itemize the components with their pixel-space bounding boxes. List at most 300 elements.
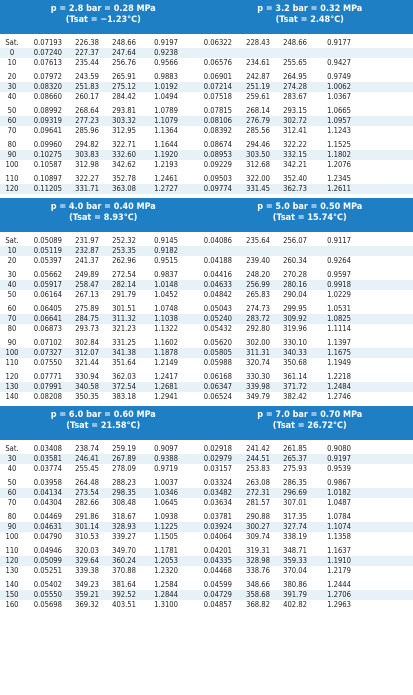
property-cell: 0.09774 — [203, 184, 232, 193]
property-cell: 0.07518 — [203, 92, 232, 101]
property-cell: 1.1802 — [327, 150, 351, 159]
temperature-cell: 0 — [9, 48, 15, 57]
temperature-cell: 50 — [7, 290, 17, 299]
property-cell: 0.9177 — [327, 38, 351, 47]
property-cell: 241.42 — [246, 444, 270, 453]
property-cell: 0.04188 — [203, 256, 232, 265]
property-cell: 0.10587 — [33, 160, 62, 169]
property-cell: 0.08953 — [203, 150, 232, 159]
property-cell: 293.73 — [75, 324, 99, 333]
property-cell: 0.03634 — [203, 498, 232, 507]
property-cell: 248.66 — [283, 38, 307, 47]
temperature-cell: 110 — [5, 358, 19, 367]
property-cell: 312.07 — [75, 348, 99, 357]
property-cell: 272.31 — [246, 488, 270, 497]
property-cell: 0.02918 — [203, 444, 232, 453]
property-cell: 0.06873 — [33, 324, 62, 333]
property-cell: 0.09503 — [203, 174, 232, 183]
temperature-cell: 150 — [5, 590, 19, 599]
property-cell: 0.06641 — [33, 314, 62, 323]
property-cell: 1.1920 — [154, 150, 178, 159]
property-cell: 278.09 — [112, 464, 136, 473]
table-row — [0, 556, 413, 566]
property-cell: 0.9749 — [327, 72, 351, 81]
table-row — [0, 546, 413, 556]
property-cell: 0.05550 — [33, 590, 62, 599]
property-cell: 294.82 — [75, 140, 99, 149]
property-cell: 0.9080 — [327, 444, 351, 453]
property-cell: 259.19 — [112, 444, 136, 453]
property-cell: 0.04631 — [33, 522, 62, 531]
property-cell: 1.2179 — [327, 566, 351, 575]
property-cell: 228.43 — [246, 38, 270, 47]
property-cell: 283.72 — [246, 314, 270, 323]
property-cell: 359.21 — [75, 590, 99, 599]
property-cell: 0.9837 — [154, 270, 178, 279]
property-cell: 272.54 — [112, 270, 136, 279]
property-cell: 331.71 — [75, 184, 99, 193]
property-cell: 291.86 — [75, 512, 99, 521]
property-cell: 227.37 — [75, 48, 99, 57]
property-cell: 0.08392 — [203, 126, 232, 135]
property-cell: 0.07613 — [33, 58, 62, 67]
property-cell: 0.9883 — [154, 72, 178, 81]
property-cell: 1.1074 — [327, 522, 351, 531]
temperature-cell: 50 — [7, 478, 17, 487]
property-cell: 301.51 — [112, 304, 136, 313]
property-cell: 0.07102 — [33, 338, 62, 347]
property-cell: 0.05917 — [33, 280, 62, 289]
property-cell: 360.24 — [112, 556, 136, 565]
property-cell: 0.06405 — [33, 304, 62, 313]
property-cell: 309.74 — [246, 532, 270, 541]
property-cell: 0.9145 — [154, 236, 178, 245]
property-cell: 1.0182 — [327, 488, 351, 497]
property-cell: 0.03958 — [33, 478, 62, 487]
table-row — [0, 48, 413, 58]
property-cell: 0.04304 — [33, 498, 62, 507]
property-cell: 234.61 — [246, 58, 270, 67]
temperature-cell: 80 — [7, 324, 17, 333]
table-row — [0, 358, 413, 368]
section-header — [0, 406, 413, 440]
property-cell: 332.60 — [112, 150, 136, 159]
property-cell: 311.32 — [112, 314, 136, 323]
property-cell — [178, 48, 232, 58]
property-cell: 0.04064 — [203, 532, 232, 541]
property-cell: 252.32 — [112, 236, 136, 245]
property-cell: 1.2444 — [327, 580, 351, 589]
property-cell: 332.15 — [283, 150, 307, 159]
property-cell: 298.35 — [112, 488, 136, 497]
property-cell: 1.2611 — [327, 184, 351, 193]
table-row — [0, 116, 413, 126]
property-cell: 352.78 — [112, 174, 136, 183]
property-cell: 284.75 — [75, 314, 99, 323]
property-cell: 275.12 — [112, 82, 136, 91]
property-cell: 285.96 — [75, 126, 99, 135]
property-cell: 0.05043 — [203, 304, 232, 313]
property-cell: 286.35 — [283, 478, 307, 487]
property-cell: 338.76 — [246, 566, 270, 575]
property-cell: 244.51 — [246, 454, 270, 463]
property-cell — [232, 246, 270, 256]
property-cell: 368.82 — [246, 600, 270, 609]
property-cell: 253.83 — [246, 464, 270, 473]
property-cell: 352.40 — [283, 174, 307, 183]
property-cell: 340.33 — [283, 348, 307, 357]
property-cell: 0.08660 — [33, 92, 62, 101]
property-cell: 0.07327 — [33, 348, 62, 357]
property-cell: 0.04469 — [33, 512, 62, 521]
saturation-temperature: (Tsat = 2.48°C) — [275, 15, 344, 25]
pressure-heading — [207, 0, 413, 34]
property-cell: 0.9515 — [154, 256, 178, 265]
table-row — [0, 174, 413, 184]
property-cell: 0.03324 — [203, 478, 232, 487]
property-cell: 243.59 — [75, 72, 99, 81]
property-cell: 339.27 — [112, 532, 136, 541]
property-cell: 1.2746 — [327, 392, 351, 401]
property-cell: 0.05402 — [33, 580, 62, 589]
property-cell: 1.0148 — [154, 280, 178, 289]
property-cell: 1.0487 — [327, 498, 351, 507]
property-cell: 1.1397 — [327, 338, 351, 347]
property-cell: 283.67 — [283, 92, 307, 101]
property-cell: 1.0229 — [327, 290, 351, 299]
table-row — [0, 246, 413, 256]
temperature-cell: 140 — [5, 580, 19, 589]
property-cell: 300.27 — [246, 522, 270, 531]
property-cell: 0.05397 — [33, 256, 62, 265]
property-cell: 0.03924 — [203, 522, 232, 531]
property-cell: 1.1505 — [154, 532, 178, 541]
property-cell: 0.04416 — [203, 270, 232, 279]
table-row — [0, 478, 413, 488]
property-cell: 1.1602 — [154, 338, 178, 347]
table-row — [0, 600, 413, 610]
property-cell: 1.0037 — [154, 478, 178, 487]
property-cell: 318.67 — [112, 512, 136, 521]
temperature-cell: 140 — [5, 392, 19, 401]
property-cell — [232, 48, 270, 58]
temperature-cell: 130 — [5, 566, 19, 575]
property-cell: 255.45 — [75, 464, 99, 473]
property-cell: 361.14 — [283, 372, 307, 381]
property-cell: 260.34 — [283, 256, 307, 265]
pressure-title: p = 6.0 bar = 0.60 MPa — [50, 410, 156, 420]
property-cell: 0.9918 — [327, 280, 351, 289]
property-cell: 248.20 — [246, 270, 270, 279]
property-cell: 0.08992 — [33, 106, 62, 115]
property-cell: 232.87 — [75, 246, 99, 255]
property-cell: 293.81 — [112, 106, 136, 115]
property-cell: 322.00 — [246, 174, 270, 183]
pressure-heading — [0, 198, 207, 232]
property-cell: 256.99 — [246, 280, 270, 289]
property-cell: 319.31 — [246, 546, 270, 555]
property-cell: 1.2844 — [154, 590, 178, 599]
property-cell: 383.18 — [112, 392, 136, 401]
table-row — [0, 454, 413, 464]
property-cell: 1.2941 — [154, 392, 178, 401]
property-cell: 291.79 — [112, 290, 136, 299]
property-cell: 1.0825 — [327, 314, 351, 323]
property-cell: 362.03 — [112, 372, 136, 381]
table-row — [0, 82, 413, 92]
temperature-cell: 70 — [7, 498, 17, 507]
temperature-cell: 20 — [7, 72, 17, 81]
property-cell: 312.68 — [246, 160, 270, 169]
property-cell: 380.86 — [283, 580, 307, 589]
property-cell: 251.83 — [75, 82, 99, 91]
property-cell: 0.9867 — [327, 478, 351, 487]
table-row — [0, 392, 413, 402]
table-row — [0, 270, 413, 280]
property-cell: 0.9719 — [154, 464, 178, 473]
property-cell: 1.0452 — [154, 290, 178, 299]
property-cell: 1.1322 — [154, 324, 178, 333]
property-cell: 231.97 — [75, 236, 99, 245]
table-row — [0, 58, 413, 68]
property-cell: 0.04468 — [203, 566, 232, 575]
property-cell: 284.42 — [112, 92, 136, 101]
property-cell: 1.0784 — [327, 512, 351, 521]
property-cell: 1.1225 — [154, 522, 178, 531]
property-cell: 0.06576 — [203, 58, 232, 67]
property-cell — [270, 48, 307, 58]
property-cell: 264.48 — [75, 478, 99, 487]
property-cell: 255.65 — [283, 58, 307, 67]
property-cell: 1.3100 — [154, 600, 178, 609]
property-cell: 0.08320 — [33, 82, 62, 91]
section-header — [0, 198, 413, 232]
property-cell: 293.15 — [283, 106, 307, 115]
property-cell: 0.06347 — [203, 382, 232, 391]
temperature-cell: Sat. — [5, 38, 19, 47]
property-cell: 1.0494 — [154, 92, 178, 101]
property-cell: 320.74 — [246, 358, 270, 367]
property-cell: 328.93 — [112, 522, 136, 531]
property-cell: 370.04 — [283, 566, 307, 575]
property-cell: 328.98 — [246, 556, 270, 565]
temperature-cell: 100 — [5, 160, 19, 169]
table-row — [0, 126, 413, 136]
property-cell: 331.45 — [246, 184, 270, 193]
table-row — [0, 348, 413, 358]
temperature-cell: 30 — [7, 82, 17, 91]
property-cell: 329.64 — [75, 556, 99, 565]
temperature-cell: 130 — [5, 382, 19, 391]
property-cell: 1.2727 — [154, 184, 178, 193]
property-cell: 0.07815 — [203, 106, 232, 115]
table-row — [0, 590, 413, 600]
property-cell: 1.1878 — [154, 348, 178, 357]
property-cell: 1.0367 — [327, 92, 351, 101]
pressure-heading — [207, 406, 413, 440]
property-cell: 1.2193 — [154, 160, 178, 169]
pressure-title: p = 7.0 bar = 0.70 MPa — [257, 410, 363, 420]
table-row — [0, 150, 413, 160]
property-cell: 371.72 — [283, 382, 307, 391]
table-row — [0, 464, 413, 474]
table-row — [0, 280, 413, 290]
property-cell: 256.07 — [283, 236, 307, 245]
property-cell: 0.07991 — [33, 382, 62, 391]
temperature-cell: 60 — [7, 116, 17, 125]
property-cell: 265.83 — [246, 290, 270, 299]
property-cell: 331.25 — [112, 338, 136, 347]
property-cell: 319.96 — [283, 324, 307, 333]
property-cell: 309.92 — [283, 314, 307, 323]
property-cell: 339.38 — [75, 566, 99, 575]
saturation-temperature: (Tsat = 26.72°C) — [272, 421, 347, 431]
property-cell: 256.76 — [112, 58, 136, 67]
table-row — [0, 184, 413, 194]
property-cell: 1.2149 — [154, 358, 178, 367]
property-cell: 340.58 — [75, 382, 99, 391]
temperature-cell: 90 — [7, 338, 17, 347]
property-cell: 0.05620 — [203, 338, 232, 347]
property-cell: 0.05240 — [203, 314, 232, 323]
temperature-cell: 30 — [7, 454, 17, 463]
property-cell: 276.79 — [246, 116, 270, 125]
property-cell: 0.05698 — [33, 600, 62, 609]
property-cell: 339.98 — [246, 382, 270, 391]
property-cell: 0.9197 — [154, 38, 178, 47]
table-row — [0, 290, 413, 300]
property-cell: 0.05099 — [33, 556, 62, 565]
property-cell: 270.28 — [283, 270, 307, 279]
temperature-cell: 120 — [5, 556, 19, 565]
property-cell: 0.05089 — [33, 236, 62, 245]
property-cell: 1.1079 — [154, 116, 178, 125]
table-row — [0, 338, 413, 348]
property-cell: 372.54 — [112, 382, 136, 391]
property-cell: 311.31 — [246, 348, 270, 357]
table-row — [0, 522, 413, 532]
property-cell: 392.52 — [112, 590, 136, 599]
property-cell: 275.93 — [283, 464, 307, 473]
property-cell: 312.95 — [112, 126, 136, 135]
property-cell: 0.04790 — [33, 532, 62, 541]
table-row — [0, 382, 413, 392]
property-cell: 235.64 — [246, 236, 270, 245]
property-cell: 0.9597 — [327, 270, 351, 279]
property-cell: 349.23 — [75, 580, 99, 589]
property-cell: 0.09319 — [33, 116, 62, 125]
table-row — [0, 314, 413, 324]
property-cell: 0.04335 — [203, 556, 232, 565]
property-cell: 238.74 — [75, 444, 99, 453]
property-cell: 247.64 — [112, 48, 136, 57]
property-cell: 0.02979 — [203, 454, 232, 463]
temperature-cell: 30 — [7, 270, 17, 279]
property-cell: 249.89 — [75, 270, 99, 279]
property-cell: 1.1675 — [327, 348, 351, 357]
property-cell: 290.88 — [246, 512, 270, 521]
property-cell: 1.0192 — [154, 82, 178, 91]
property-cell: 0.07214 — [203, 82, 232, 91]
property-cell: 321.44 — [75, 358, 99, 367]
table-row — [0, 512, 413, 522]
property-cell: 1.2320 — [154, 566, 178, 575]
property-cell: 0.09641 — [33, 126, 62, 135]
property-cell: 403.51 — [112, 600, 136, 609]
property-cell: 1.2076 — [327, 160, 351, 169]
property-cell: 1.2345 — [327, 174, 351, 183]
saturation-temperature: (Tsat = 21.58°C) — [66, 421, 141, 431]
pressure-heading — [0, 406, 207, 440]
property-cell: 0.07240 — [33, 48, 62, 57]
property-cell: 0.06168 — [203, 372, 232, 381]
property-cell: 342.62 — [112, 160, 136, 169]
property-cell: 302.84 — [75, 338, 99, 347]
temperature-cell: 50 — [7, 106, 17, 115]
table-row — [0, 488, 413, 498]
property-cell: 288.23 — [112, 478, 136, 487]
table-row — [0, 566, 413, 576]
table-row — [0, 160, 413, 170]
property-cell: 322.22 — [283, 140, 307, 149]
table-row — [0, 580, 413, 590]
property-cell: 0.04086 — [203, 236, 232, 245]
temperature-cell: Sat. — [5, 236, 19, 245]
property-cell: 1.1038 — [154, 314, 178, 323]
property-cell: 242.87 — [246, 72, 270, 81]
property-cell: 348.66 — [246, 580, 270, 589]
property-cell: 1.2484 — [327, 382, 351, 391]
pressure-title: p = 4.0 bar = 0.40 MPa — [50, 202, 156, 212]
property-cell — [270, 246, 307, 256]
table-row — [0, 140, 413, 150]
temperature-cell: 60 — [7, 488, 17, 497]
property-cell: 275.89 — [75, 304, 99, 313]
property-cell: 381.64 — [112, 580, 136, 589]
temperature-cell: 20 — [7, 256, 17, 265]
property-cell: 1.1243 — [327, 126, 351, 135]
pressure-heading — [207, 198, 413, 232]
property-cell: 0.04134 — [33, 488, 62, 497]
property-cell: 302.00 — [246, 338, 270, 347]
property-cell: 0.04633 — [203, 280, 232, 289]
property-cell: 330.10 — [283, 338, 307, 347]
property-cell: 330.94 — [75, 372, 99, 381]
property-cell: 303.83 — [75, 150, 99, 159]
property-cell: 274.28 — [283, 82, 307, 91]
property-cell: 0.11205 — [33, 184, 62, 193]
pressure-section — [0, 0, 413, 198]
property-cell: 294.46 — [246, 140, 270, 149]
pressure-title: p = 5.0 bar = 0.50 MPa — [257, 202, 363, 212]
property-cell: 0.9264 — [327, 256, 351, 265]
property-cell: 349.70 — [112, 546, 136, 555]
table-row — [0, 304, 413, 314]
property-cell: 0.04201 — [203, 546, 232, 555]
property-cell: 0.08106 — [203, 116, 232, 125]
property-cell: 1.0346 — [154, 488, 178, 497]
property-cell: 349.79 — [246, 392, 270, 401]
temperature-cell: 120 — [5, 372, 19, 381]
property-cell: 0.9197 — [327, 454, 351, 463]
property-cell: 382.42 — [283, 392, 307, 401]
property-cell: 0.05662 — [33, 270, 62, 279]
pressure-section — [0, 198, 413, 406]
property-cell: 1.1644 — [154, 140, 178, 149]
property-cell: 0.09229 — [203, 160, 232, 169]
property-cell: 0.08208 — [33, 392, 62, 401]
property-cell: 0.10275 — [33, 150, 62, 159]
